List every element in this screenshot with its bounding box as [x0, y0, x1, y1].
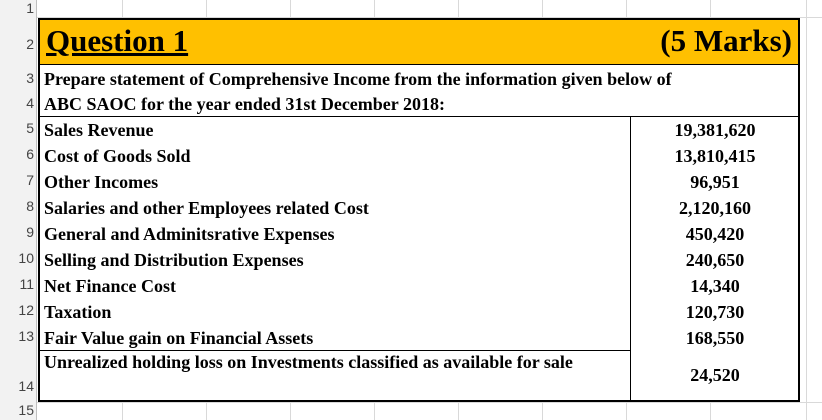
question-title: Question 1: [46, 23, 189, 58]
item-amount[interactable]: 168,550: [685, 328, 745, 348]
item-label[interactable]: Unrealized holding loss on Investments classified as available for sale: [44, 352, 573, 372]
item-label[interactable]: General and Adminitsrative Expenses: [44, 224, 335, 244]
column-divider: [630, 116, 631, 400]
item-label[interactable]: Taxation: [44, 302, 112, 322]
item-label[interactable]: Cost of Goods Sold: [44, 146, 191, 166]
item-amount[interactable]: 96,951: [690, 172, 740, 192]
item-label[interactable]: Net Finance Cost: [44, 276, 176, 296]
row-header-column[interactable]: [0, 0, 37, 420]
item-amount[interactable]: 19,381,620: [674, 120, 756, 140]
row-number[interactable]: 14: [18, 378, 34, 394]
divider: [40, 64, 798, 65]
item-label[interactable]: Sales Revenue: [44, 120, 154, 140]
row-number[interactable]: 6: [26, 146, 34, 162]
grid-line: [0, 402, 822, 403]
item-amount[interactable]: 24,520: [690, 365, 740, 385]
row-number[interactable]: 5: [26, 120, 34, 136]
instruction-line[interactable]: Prepare statement of Comprehensive Income from the information given below of: [44, 69, 672, 89]
row-number[interactable]: 4: [26, 95, 34, 111]
grid-line: [806, 0, 807, 420]
item-amount[interactable]: 120,730: [685, 302, 745, 322]
row-number[interactable]: 8: [26, 198, 34, 214]
row-number[interactable]: 15: [18, 402, 34, 418]
question-marks: (5 Marks): [660, 23, 792, 58]
question-box: [38, 18, 800, 402]
row-number[interactable]: 12: [18, 302, 34, 318]
item-amount[interactable]: 450,420: [685, 224, 745, 244]
row-number[interactable]: 7: [26, 172, 34, 188]
row-number[interactable]: 2: [26, 36, 34, 52]
item-amount[interactable]: 240,650: [685, 250, 745, 270]
row-number[interactable]: 11: [19, 276, 34, 292]
item-amount[interactable]: 14,340: [690, 276, 740, 296]
item-label[interactable]: Selling and Distribution Expenses: [44, 250, 304, 270]
item-amount[interactable]: 2,120,160: [679, 198, 751, 218]
item-amount[interactable]: 13,810,415: [674, 146, 756, 166]
item-label[interactable]: Fair Value gain on Financial Assets: [44, 328, 314, 348]
item-label[interactable]: Salaries and other Employees related Cost: [44, 198, 369, 218]
row-number[interactable]: 3: [26, 70, 34, 86]
instruction-line[interactable]: ABC SAOC for the year ended 31st December 2018:: [44, 94, 445, 114]
row-number[interactable]: 1: [26, 0, 34, 16]
row-number[interactable]: 10: [18, 250, 34, 266]
item-label[interactable]: Other Incomes: [44, 172, 159, 192]
row-number[interactable]: 13: [18, 328, 34, 344]
row-number[interactable]: 9: [26, 224, 34, 240]
title-bar[interactable]: [40, 20, 798, 64]
divider: [40, 116, 798, 117]
